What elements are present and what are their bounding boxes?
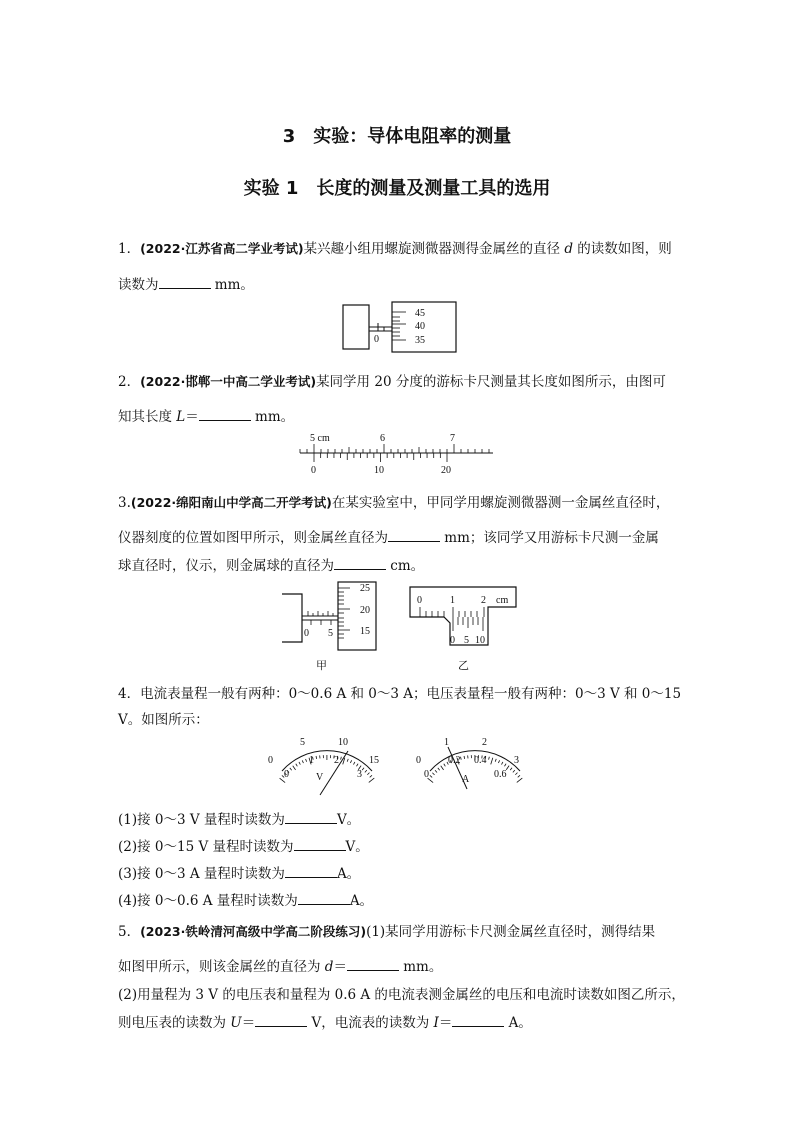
am-outer-2: 2 <box>482 737 487 748</box>
q3-line2: 仪器刻度的位置如图甲所示，则金属丝直径为 mm；该同学又用游标卡尺测一金属 <box>118 530 659 546</box>
q3b-vernier-label-10: 10 <box>475 635 485 646</box>
vm-inner-1: 1 <box>309 755 314 766</box>
vm-inner-3: 3 <box>357 769 362 780</box>
q3-answer-blank-2[interactable] <box>334 557 386 570</box>
q4-line2: V。如图所示： <box>118 712 209 728</box>
q1-answer-blank[interactable] <box>159 276 211 289</box>
am-outer-1: 1 <box>444 737 449 748</box>
q1-label-40: 40 <box>415 321 425 332</box>
q5-line2: 如图甲所示，则该金属丝的直径为 d＝ mm。 <box>118 959 443 975</box>
q4-sub-1: (1)接 0～3 V 量程时读数为 V。 <box>118 812 361 828</box>
vm-outer-15: 15 <box>369 755 379 766</box>
vm-unit: V <box>316 772 324 783</box>
q5-answer-blank-2[interactable] <box>255 1014 307 1027</box>
q4-line1: 4．电流表量程一般有两种：0～0.6 A 和 0～3 A；电压表量程一般有两种：0～3 V 和 0～15 <box>118 686 682 702</box>
q2-vernier-label-20: 20 <box>441 465 451 476</box>
q4-sub-4: (4)接 0～0.6 A 量程时读数为 A。 <box>118 893 374 909</box>
q3-caliper-figure <box>406 583 521 675</box>
vm-inner-0: 0 <box>284 769 289 780</box>
section-title: 实验 1 长度的测量及测量工具的选用 <box>243 178 551 199</box>
q2-line1: 2．(2022·邯郸一中高二学业考试)某同学用 20 分度的游标卡尺测量其长度如图所示，由图可 <box>118 374 666 390</box>
am-outer-0: 0 <box>416 755 421 766</box>
q5-line1: 5．(2023·铁岭清河高级中学高二阶段练习)(1)某同学用游标卡尺测金属丝直径时，测得结果 <box>118 924 656 940</box>
am-outer-3: 3 <box>514 755 519 766</box>
q4-voltmeter-figure <box>262 733 392 798</box>
q2-caliper-figure <box>298 430 498 475</box>
q2-main-label-5cm: 5 cm <box>310 433 330 444</box>
q4-answer-blank-2[interactable] <box>294 838 346 851</box>
q4-answer-blank-4[interactable] <box>298 892 350 905</box>
q2-main-label-7: 7 <box>450 433 455 444</box>
q1-line2: 读数为 mm。 <box>118 277 254 293</box>
vm-outer-0: 0 <box>268 755 273 766</box>
q3b-main-label-1: 1 <box>450 595 455 606</box>
q5-answer-blank-3[interactable] <box>452 1014 504 1027</box>
q4-answer-blank-3[interactable] <box>285 865 337 878</box>
am-inner-0.4: 0.4 <box>474 755 487 766</box>
q5-answer-blank-1[interactable] <box>347 958 399 971</box>
q3a-label-0: 0 <box>304 628 309 639</box>
q3a-label-5: 5 <box>328 628 333 639</box>
q3b-main-label-0: 0 <box>417 595 422 606</box>
q3a-label-20: 20 <box>360 605 370 616</box>
q2-answer-blank[interactable] <box>199 408 251 421</box>
q3b-vernier-label-0: 0 <box>450 635 455 646</box>
am-inner-0.6: 0.6 <box>494 769 507 780</box>
q3-micrometer-figure <box>280 580 380 675</box>
vm-outer-5: 5 <box>300 737 305 748</box>
q1-label-35: 35 <box>415 335 425 346</box>
q5-line4: 则电压表的读数为 U＝ V，电流表的读数为 I＝ A。 <box>118 1015 532 1031</box>
q3a-label-15: 15 <box>360 626 370 637</box>
q3b-main-label-cm: cm <box>496 595 509 606</box>
q3b-vernier-label-5: 5 <box>464 635 469 646</box>
q1-label-0: 0 <box>374 334 379 345</box>
vm-outer-10: 10 <box>338 737 348 748</box>
q5-line3: (2)用量程为 3 V 的电压表和量程为 0.6 A 的电流表测金属丝的电压和电流时读数如图乙所示， <box>118 987 685 1003</box>
q1-micrometer-figure <box>340 300 460 355</box>
q3b-caption: 乙 <box>458 660 469 672</box>
q4-sub-3: (3)接 0～3 A 量程时读数为 A。 <box>118 866 361 882</box>
q4-sub-2: (2)接 0～15 V 量程时读数为 V。 <box>118 839 369 855</box>
q3a-label-25: 25 <box>360 583 370 594</box>
am-inner-0: 0 <box>424 769 429 780</box>
am-inner-0.2: 0.2 <box>448 755 461 766</box>
q2-line2: 知其长度 L＝ mm。 <box>118 409 295 425</box>
q4-answer-blank-1[interactable] <box>285 811 337 824</box>
q3b-main-label-2: 2 <box>481 595 486 606</box>
page-title: 3 实验：导体电阻率的测量 <box>282 126 512 147</box>
q3-answer-blank-1[interactable] <box>388 529 440 542</box>
q3-line1: 3.(2022·绵阳南山中学高二开学考试)在某实验室中，甲同学用螺旋测微器测一金属丝直径时， <box>118 495 670 511</box>
q1-label-45: 45 <box>415 308 425 319</box>
q3-line3: 球直径时，仪示，则金属球的直径为 cm。 <box>118 558 425 574</box>
q2-vernier-label-0: 0 <box>311 465 316 476</box>
q1-line1: 1．(2022·江苏省高二学业考试)某兴趣小组用螺旋测微器测得金属丝的直径 d 的读数如图，则 <box>118 241 672 257</box>
q2-main-label-6: 6 <box>380 433 385 444</box>
vm-inner-2: 2 <box>334 755 339 766</box>
q3a-caption: 甲 <box>316 660 327 672</box>
am-unit: A <box>462 774 470 785</box>
q2-vernier-label-10: 10 <box>374 465 384 476</box>
q4-ammeter-figure <box>410 733 540 798</box>
